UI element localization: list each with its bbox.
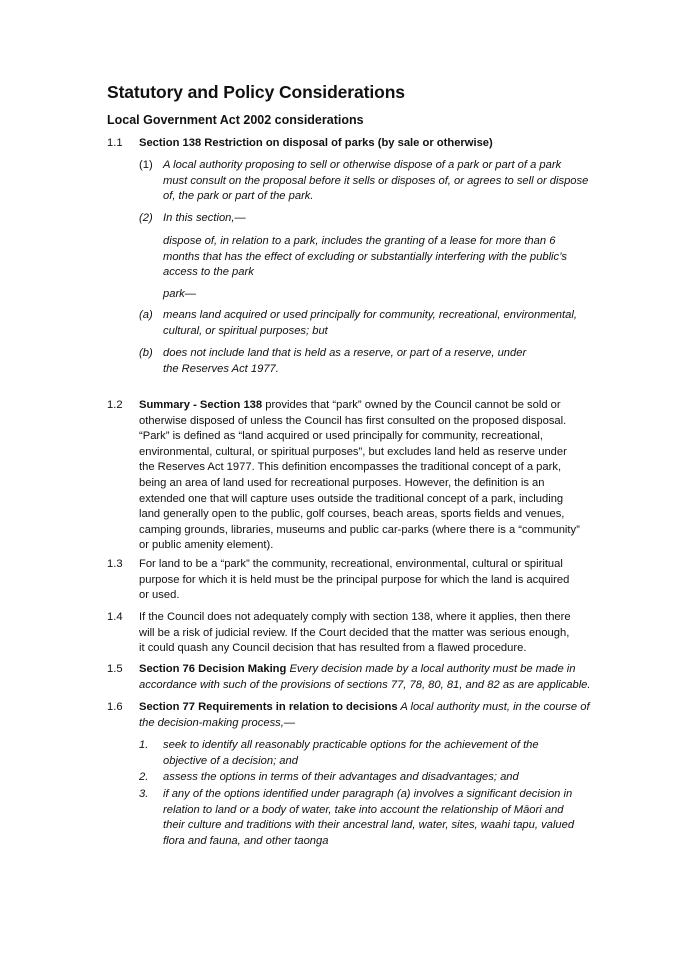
clause-1-4-text — [139, 610, 571, 657]
text-line: objective of a decision; and — [163, 754, 298, 767]
text-line: land generally open to the public, golf courses, beach areas, sports fields and venues, — [139, 508, 565, 521]
text-line: if any of the options identified under paragraph (a) involves a significant decision in — [163, 788, 573, 800]
clause-lead: Summary - Section 138 — [139, 399, 263, 411]
text-line: flora and fauna, and other taonga — [163, 834, 329, 847]
text-line: A local authority proposing to sell or otherwise dispose of a park or part of a park — [163, 159, 562, 171]
text-line: their culture and traditions with their ancestral land, water, sites, waahi tapu, valued — [163, 819, 575, 832]
text-line: A local authority must, in the course of — [397, 701, 590, 713]
text-line: or public amenity element). — [139, 539, 274, 552]
list-item-number: 1. — [139, 739, 149, 751]
text-line: months that has the effect of excluding or substantially interfering with the public’s — [163, 250, 568, 263]
text-line: the Reserves Act 1977. This definition encompasses the traditional concept of a park, — [139, 461, 562, 474]
subclause-1-text — [163, 158, 588, 205]
paragraph-a-text — [163, 308, 577, 339]
subclause-number-1: (1) — [139, 159, 153, 171]
paragraph-a-number: (a) — [139, 309, 153, 321]
text-line: purpose for which it is held must be the principal purpose for which the land is acquired — [139, 573, 570, 586]
paragraph-b-text — [163, 346, 526, 377]
clause-lead: Section 77 Requirements in relation to decisions — [139, 701, 398, 713]
text-line: extended one that will capture uses outside the traditional concept of a park, including — [139, 492, 564, 505]
list-item-number: 2. — [139, 771, 149, 783]
subclause-2-text: In this section,— — [163, 212, 246, 224]
section-subtitle: Local Government Act 2002 considerations — [107, 113, 364, 127]
text-line: the decision-making process,— — [139, 716, 296, 729]
text-line: accordance with such of the provisions of sections 77, 78, 80, 81, and 82 as are applicable. — [139, 678, 591, 691]
text-line: assess the options in terms of their advantages and disadvantages; and — [163, 771, 519, 783]
text-line: “Park” is defined as “land acquired or used principally for community, recreational, — [139, 430, 543, 443]
clause-number-1-3: 1.3 — [107, 558, 123, 570]
dispose-definition — [163, 234, 567, 281]
clause-number-1-5: 1.5 — [107, 663, 123, 675]
clause-1-2-text — [139, 398, 580, 554]
clause-number-1-2: 1.2 — [107, 399, 123, 411]
text-line: access to the park — [163, 266, 254, 279]
clause-1-5-text — [139, 662, 591, 693]
clause-1-3-text — [139, 557, 569, 604]
list-item — [163, 770, 519, 786]
list-item-number: 3. — [139, 788, 149, 800]
text-line: will be a risk of judicial review. If the Court decided that the matter was serious enough, — [139, 626, 570, 639]
clause-lead: Section 76 Decision Making — [139, 663, 287, 675]
text-line: means land acquired or used principally for community, recreational, environmental, — [163, 309, 577, 321]
subclause-number-2: (2) — [139, 212, 153, 224]
text-line: of, the park or part of the park. — [163, 190, 314, 203]
text-line: camping grounds, libraries, museums and public car-parks (where there is a “community” — [139, 523, 580, 536]
text-line: it could quash any Council decision that has resulted from a flawed procedure. — [139, 642, 527, 655]
text-line: seek to identify all reasonably practicable options for the achievement of the — [163, 739, 539, 751]
text-line: Every decision made by a local authority must be made in — [286, 663, 576, 675]
list-item — [163, 787, 574, 849]
text-line: If the Council does not adequately comply with section 138, where it applies, then there — [139, 611, 571, 623]
list-item — [163, 738, 539, 769]
clause-number-1-6: 1.6 — [107, 701, 123, 713]
text-line: For land to be a “park” the community, recreational, environmental, cultural or spiritual — [139, 558, 563, 570]
clause-number-1-4: 1.4 — [107, 611, 123, 623]
clause-1-6-text — [139, 700, 590, 731]
text-line: must consult on the proposal before it sells or disposes of, or agrees to sell or dispose — [163, 174, 589, 187]
text-line: otherwise disposed of unless the Council has first consulted on the proposed disposal. — [139, 414, 567, 427]
clause-heading-1-1: Section 138 Restriction on disposal of parks (by sale or otherwise) — [139, 137, 493, 149]
text-line: dispose of, in relation to a park, includes the granting of a lease for more than 6 — [163, 235, 556, 247]
clause-number-1-1: 1.1 — [107, 137, 123, 149]
text-line: relation to land or a body of water, take into account the relationship of Māori and — [163, 803, 564, 816]
text-line: environmental, cultural, or spiritual purposes”, but excludes land held as reserve under — [139, 445, 567, 458]
text-line: being an area of land used for recreational purposes. However, the definition is an — [139, 476, 545, 489]
park-definition-label: park— — [163, 288, 196, 300]
text-line: or used. — [139, 589, 180, 602]
text-line: does not include land that is held as a reserve, or part of a reserve, under — [163, 347, 527, 359]
text-line: provides that “park” owned by the Council cannot be sold or — [262, 399, 561, 411]
page-title: Statutory and Policy Considerations — [107, 82, 405, 102]
text-line: the Reserves Act 1977. — [163, 362, 279, 375]
text-line: cultural, or spiritual purposes; but — [163, 324, 328, 337]
paragraph-b-number: (b) — [139, 347, 153, 359]
